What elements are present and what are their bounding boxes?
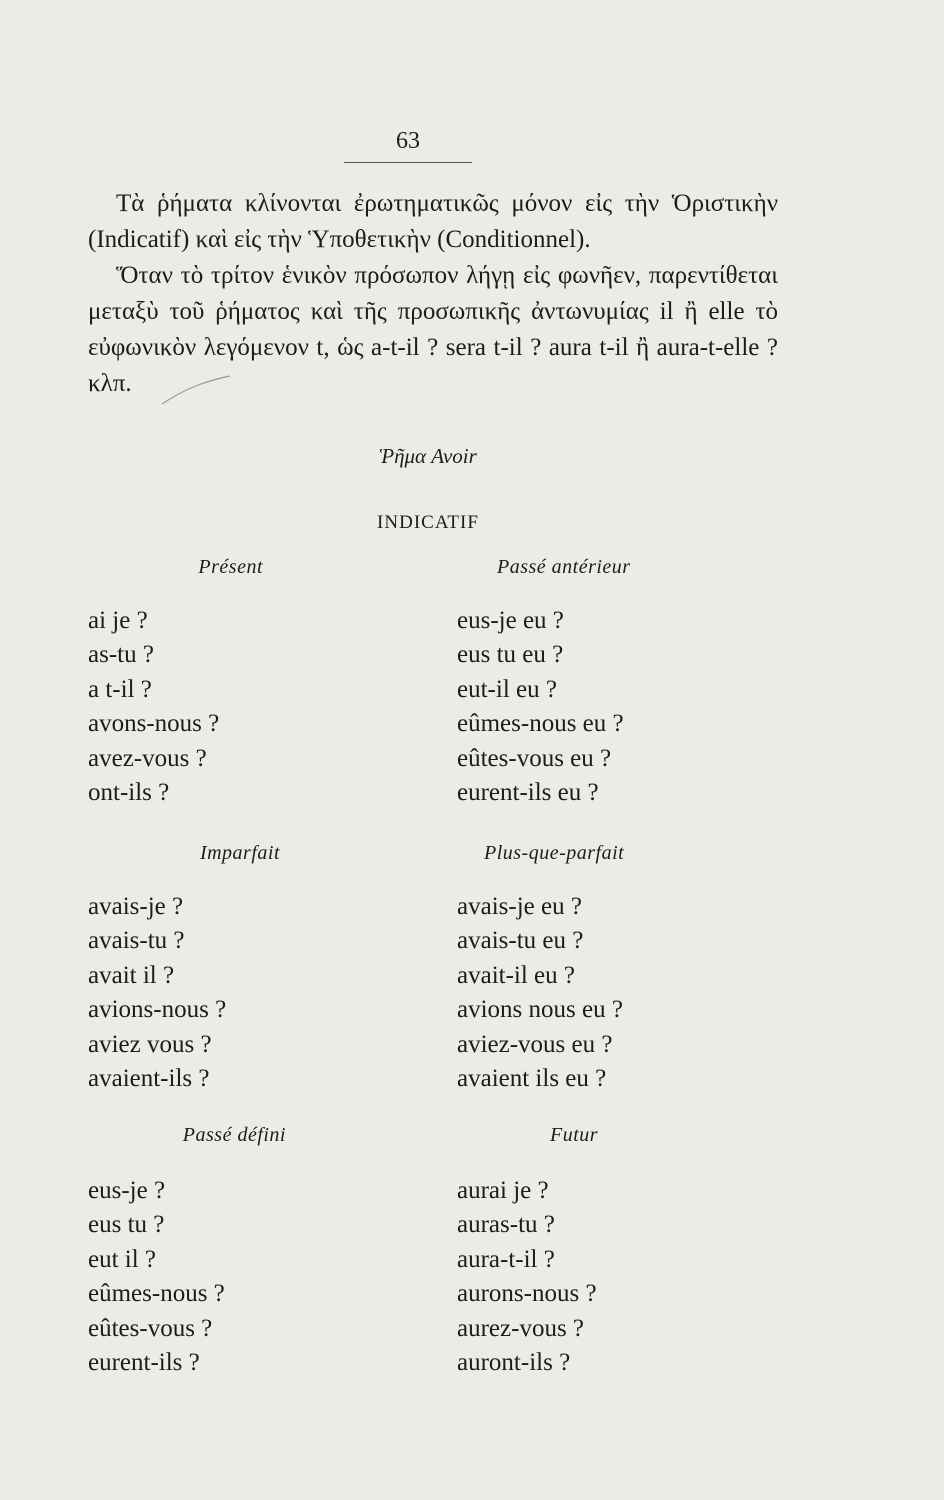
list-item: avions nous eu ?: [457, 996, 623, 1024]
list-item: avons-nous ?: [88, 710, 220, 738]
passe-defini-forms: [88, 1174, 225, 1380]
list-item: eûmes-nous eu ?: [457, 710, 624, 738]
mood-heading: INDICATIF: [377, 512, 479, 533]
tense-heading-plus-que-parfait: Plus-que-parfait: [484, 842, 625, 864]
list-item: eus tu ?: [88, 1211, 165, 1239]
tense-heading-imparfait: Imparfait: [199, 842, 280, 864]
list-item: eurent-ils eu ?: [457, 778, 599, 806]
verb-title: Ῥῆμα Avoir: [379, 444, 477, 468]
list-item: a t-il ?: [88, 675, 152, 703]
tense-heading-present: Présent: [198, 556, 263, 578]
passe-anterieur-forms: [457, 604, 624, 810]
list-item: eus-je ?: [88, 1177, 166, 1204]
list-item: eûtes-vous ?: [88, 1314, 213, 1342]
intro-paragraph-1: Τὰ ῥήματα κλίνονται ἐρωτηματικῶς μόνον εἰς τὴν Ὁριστικὴν (Indicatif) καὶ εἰς τὴν Ὑποθετικὴν (Conditionnel).: [88, 190, 778, 253]
list-item: eus-je eu ?: [457, 607, 564, 634]
tense-heading-futur: Futur: [550, 1124, 599, 1146]
list-item: avais-tu ?: [88, 927, 185, 955]
list-item: as-tu ?: [88, 641, 154, 669]
imparfait-forms: [88, 890, 226, 1096]
present-forms: [88, 604, 219, 810]
list-item: eut-il eu ?: [457, 675, 557, 703]
futur-forms: [457, 1174, 597, 1380]
list-item: auront-ils ?: [457, 1348, 571, 1376]
list-item: eûmes-nous ?: [88, 1280, 225, 1308]
list-item: avais-je ?: [88, 893, 184, 920]
pencil-mark: [160, 372, 240, 412]
list-item: eurent-ils ?: [88, 1348, 200, 1376]
list-item: avaient-ils ?: [88, 1064, 210, 1092]
tense-heading-passe-defini: Passé défini: [182, 1124, 286, 1146]
list-item: aura-t-il ?: [457, 1245, 555, 1273]
list-item: aviez-vous eu ?: [457, 1030, 613, 1058]
list-item: ai je ?: [88, 607, 148, 634]
list-item: eus tu eu ?: [457, 641, 564, 669]
intro-text: [88, 186, 778, 402]
list-item: avait-il eu ?: [457, 961, 575, 989]
list-item: avez-vous ?: [88, 744, 207, 772]
list-item: eut il ?: [88, 1245, 157, 1273]
list-item: ont-ils ?: [88, 778, 170, 806]
list-item: avait il ?: [88, 961, 175, 989]
list-item: avions-nous ?: [88, 996, 227, 1024]
page-number: 63: [396, 128, 420, 154]
header-rule: [344, 162, 472, 163]
list-item: avais-tu eu ?: [457, 927, 584, 955]
list-item: avais-je eu ?: [457, 893, 582, 920]
list-item: aurez-vous ?: [457, 1314, 585, 1342]
intro-paragraph-2: Ὅταν τὸ τρίτον ἑνικὸν πρόσωπον λήγῃ εἰς φωνῆεν, παρεντίθεται μεταξὺ τοῦ ῥήματος καὶ τῆς προσωπικῆς ἀντωνυμίας il ἢ elle τὸ εὐφωνικὸν λεγόμενον t, ὡς a-t-il ? sera t-il ? aura t-il ἢ aura-t-elle ? κλπ.: [88, 262, 778, 397]
list-item: aviez vous ?: [88, 1030, 212, 1058]
list-item: aurons-nous ?: [457, 1280, 597, 1308]
list-item: aurai je ?: [457, 1177, 549, 1204]
plus-que-parfait-forms: [457, 890, 623, 1096]
list-item: avaient ils eu ?: [457, 1064, 607, 1092]
list-item: auras-tu ?: [457, 1211, 555, 1239]
list-item: eûtes-vous eu ?: [457, 744, 612, 772]
tense-heading-passe-anterieur: Passé antérieur: [497, 556, 631, 578]
